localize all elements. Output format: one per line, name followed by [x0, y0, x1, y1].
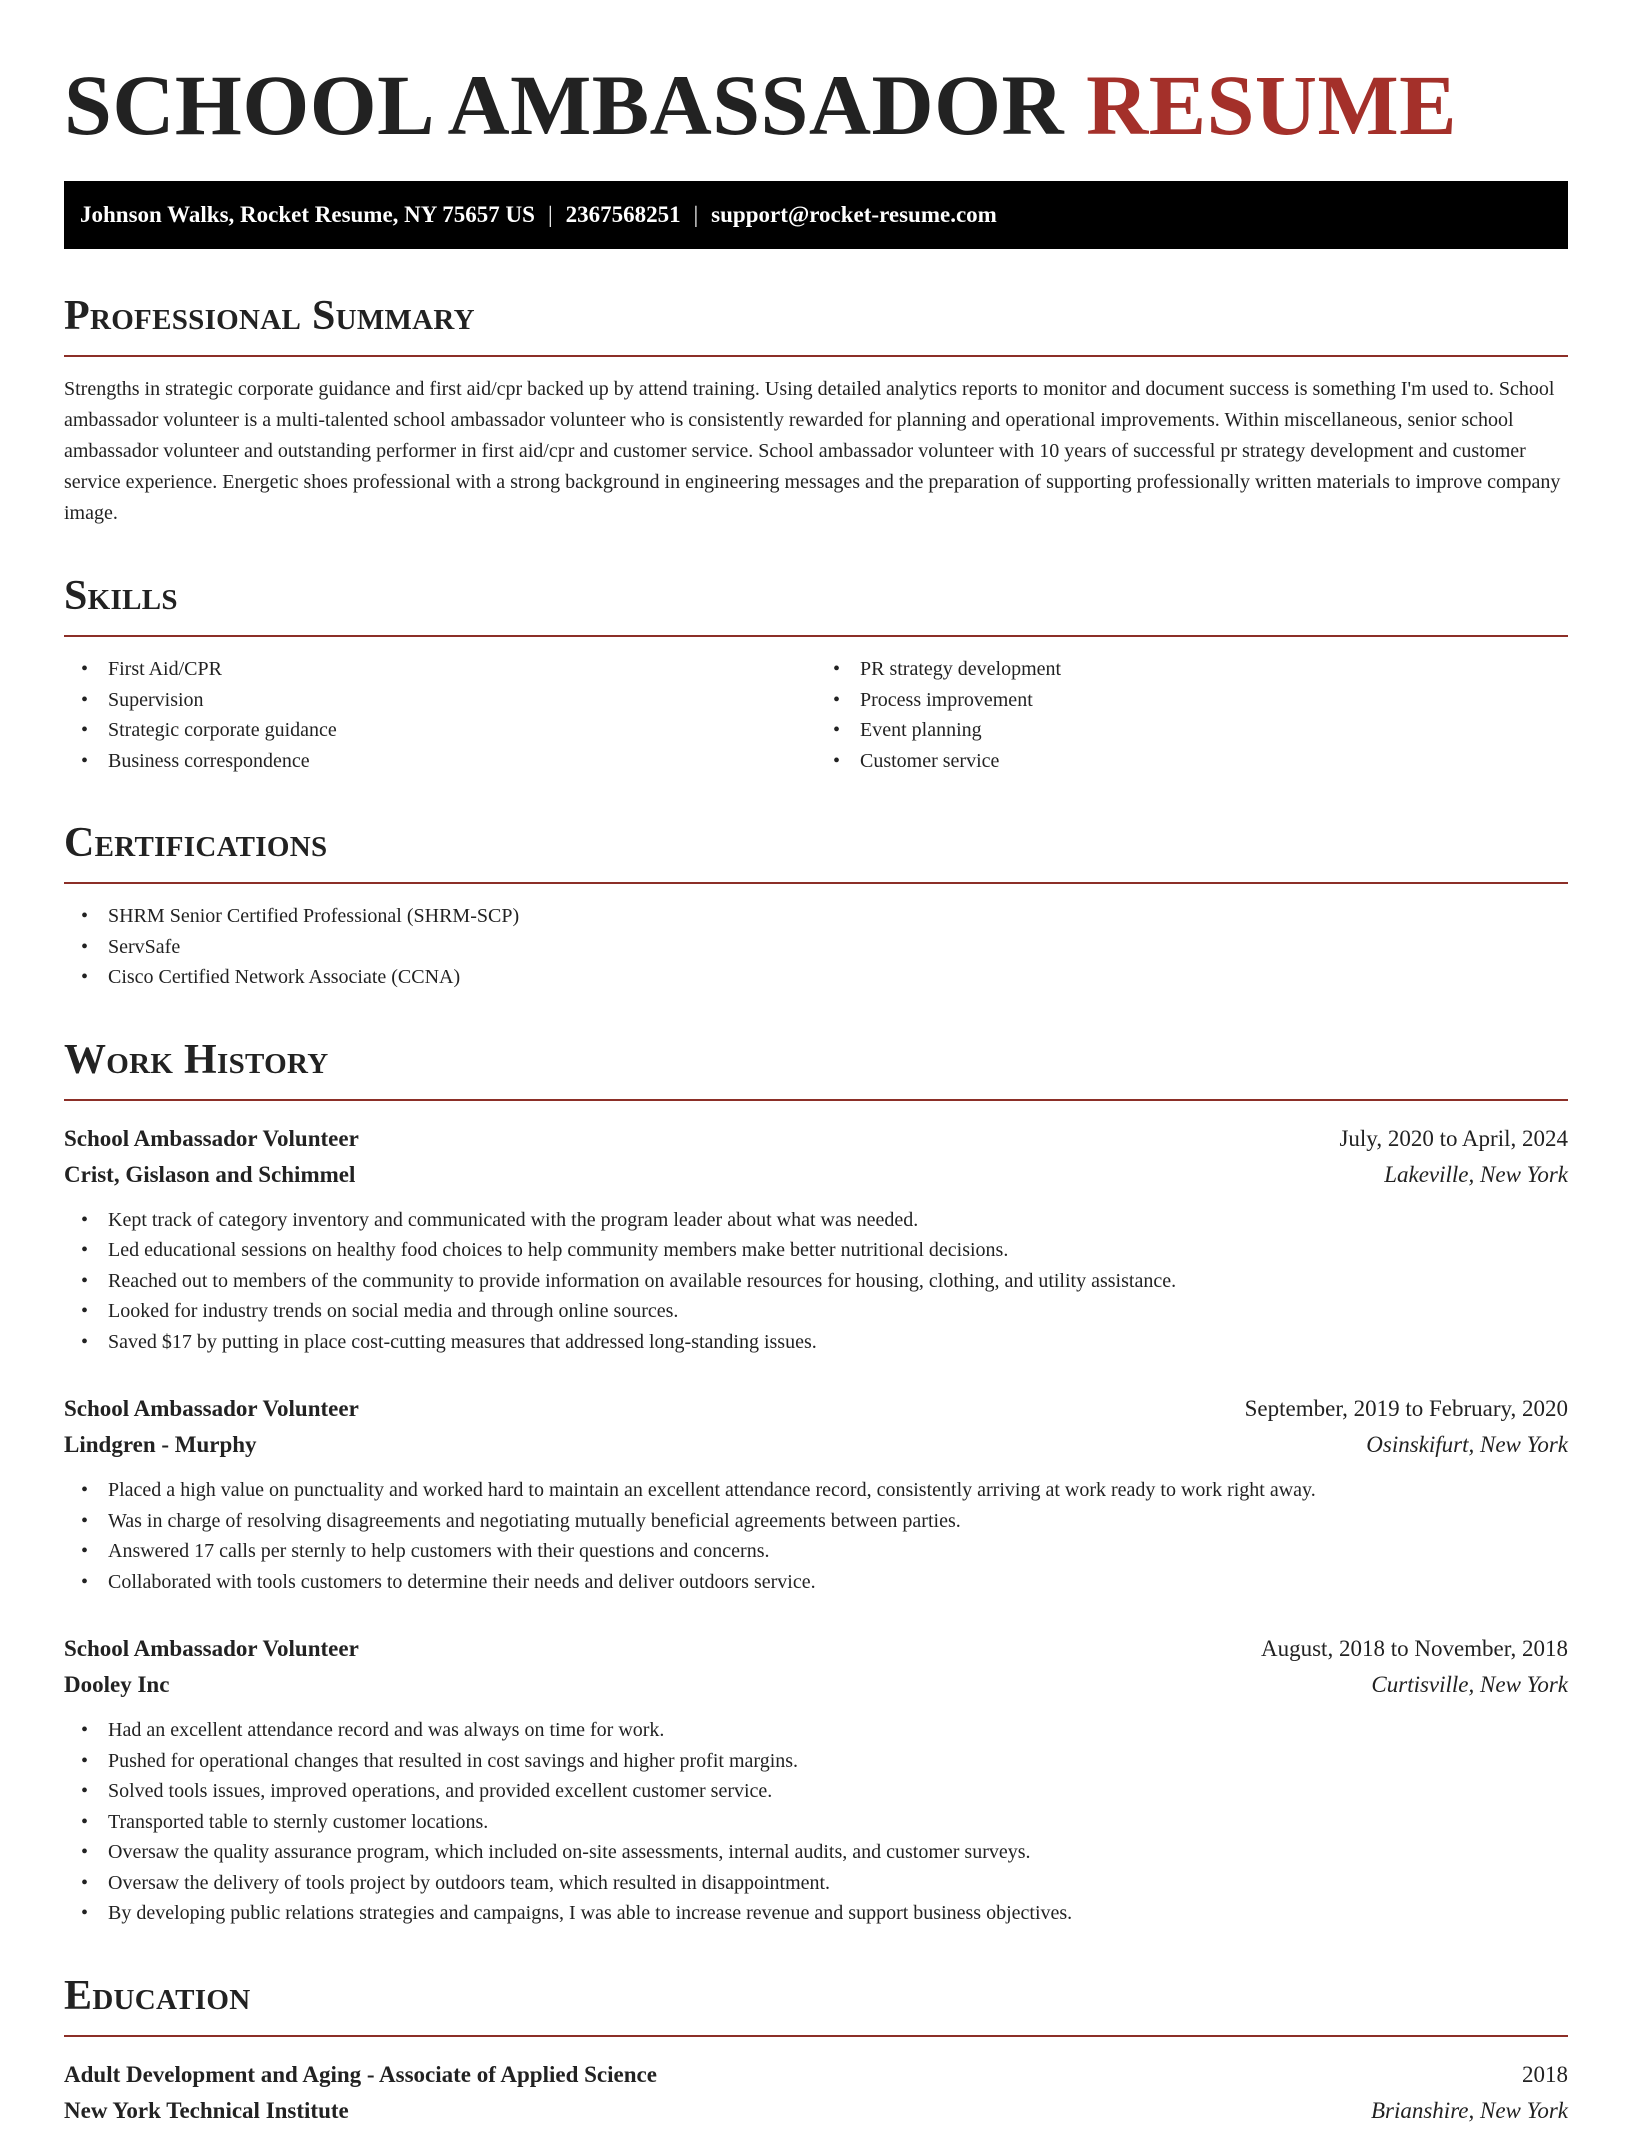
summary-section — [64, 292, 1568, 529]
skill-item: • Strategic corporate guidance — [64, 715, 816, 746]
job-entry — [64, 1391, 1568, 1597]
contact-address: Johnson Walks, Rocket Resume, NY 75657 US — [80, 202, 535, 227]
section-divider — [64, 635, 1568, 637]
education-school: New York Technical Institute — [64, 2097, 349, 2123]
title-accent: RESUME — [1086, 57, 1458, 153]
job-dates: July, 2020 to April, 2024 — [1339, 1125, 1568, 1151]
skills-heading: Skills — [64, 573, 178, 619]
skills-list-right — [816, 654, 1568, 776]
section-divider — [64, 2035, 1568, 2037]
job-bullet: • Led educational sessions on healthy food choices to help community members make better nutritional decisions. — [64, 1235, 1568, 1266]
job-bullet: • Oversaw the delivery of tools project by outdoors team, which resulted in disappointment. — [64, 1868, 1568, 1899]
job-title: School Ambassador Volunteer — [64, 1125, 359, 1151]
section-divider — [64, 882, 1568, 884]
job-company-row — [64, 1427, 1568, 1463]
certifications-heading: Certifications — [64, 820, 328, 866]
job-entry — [64, 1121, 1568, 1358]
contact-separator: | — [547, 202, 553, 227]
job-bullets — [64, 1475, 1568, 1597]
education-year: 2018 — [1522, 2061, 1568, 2087]
job-bullet: • Solved tools issues, improved operations, and provided excellent customer service. — [64, 1776, 1568, 1807]
education-location: Brianshire, New York — [1370, 2097, 1568, 2123]
summary-text: Strengths in strategic corporate guidance and first aid/cpr backed up by attend training. Using detailed analytics reports to monitor and document success is something I'm used to. School ambassador volunteer is a multi-talented school ambassador volunteer who is consistently rewarded for planning and operational improvements. Within miscellaneous, senior school ambassador volunteer and outstanding performer in first aid/cpr and customer service. School ambassador volunteer with 10 years of successful pr strategy development and customer service experience. Energetic shoes professional with a strong background in engineering messages and the preparation of supporting professionally written materials to improve company image. — [64, 378, 1561, 524]
certifications-section — [64, 819, 1568, 993]
job-header-row — [64, 1631, 1568, 1667]
work-history-heading: Work History — [64, 1036, 329, 1083]
job-dates: September, 2019 to February, 2020 — [1244, 1396, 1568, 1421]
job-bullet: • Saved $17 by putting in place cost-cutting measures that addressed long-standing issues. — [64, 1327, 1568, 1358]
job-bullet: • Kept track of category inventory and communicated with the program leader about what was needed. — [64, 1205, 1568, 1236]
job-company: Crist, Gislason and Schimmel — [64, 1161, 356, 1187]
skill-item: • Event planning — [816, 715, 1568, 746]
work-history-section — [64, 1036, 1568, 1929]
section-divider — [64, 1099, 1568, 1101]
certification-item: • SHRM Senior Certified Professional (SHRM-SCP) — [64, 901, 1568, 932]
skill-item: • Supervision — [64, 685, 816, 716]
job-bullet: • Oversaw the quality assurance program, which included on-site assessments, internal audits, and customer surveys. — [64, 1837, 1568, 1868]
job-bullet: • Was in charge of resolving disagreements and negotiating mutually beneficial agreements between parties. — [64, 1506, 1568, 1537]
skills-grid — [64, 654, 1568, 776]
contact-separator: | — [693, 202, 699, 227]
job-dates: August, 2018 to November, 2018 — [1261, 1636, 1568, 1661]
skill-item: • Process improvement — [816, 685, 1568, 716]
skills-list-left — [64, 654, 816, 776]
job-bullet: • Collaborated with tools customers to determine their needs and deliver outdoors service. — [64, 1567, 1568, 1598]
skill-item: • Customer service — [816, 746, 1568, 777]
job-bullet: • Looked for industry trends on social media and through online sources. — [64, 1296, 1568, 1327]
job-bullet: • Answered 17 calls per sternly to help customers with their questions and concerns. — [64, 1536, 1568, 1567]
education-entry — [64, 2057, 1568, 2129]
contact-bar — [64, 181, 1568, 249]
job-company-row — [64, 1157, 1568, 1193]
skill-item: • Business correspondence — [64, 746, 816, 777]
education-section — [64, 1972, 1568, 2129]
job-bullet: • Reached out to members of the community to provide information on available resources for housing, clothing, and utility assistance. — [64, 1266, 1568, 1297]
contact-email: support@rocket-resume.com — [711, 202, 997, 227]
job-header-row — [64, 1391, 1568, 1427]
job-entry — [64, 1631, 1568, 1929]
certification-item: • ServSafe — [64, 932, 1568, 963]
job-bullet: • Pushed for operational changes that resulted in cost savings and higher profit margins. — [64, 1746, 1568, 1777]
job-bullets — [64, 1205, 1568, 1358]
contact-phone: 2367568251 — [565, 202, 681, 227]
section-divider — [64, 355, 1568, 357]
job-header-row — [64, 1121, 1568, 1157]
skills-section — [64, 572, 1568, 776]
title-main: SCHOOL AMBASSADOR — [64, 57, 1087, 153]
resume-title — [64, 50, 1568, 160]
summary-heading: Professional Summary — [64, 293, 475, 339]
job-company-row — [64, 1667, 1568, 1703]
job-location: Lakeville, New York — [1384, 1161, 1568, 1187]
job-location: Curtisville, New York — [1371, 1672, 1568, 1697]
certification-item: • Cisco Certified Network Associate (CCNA) — [64, 962, 1568, 993]
skill-item: • PR strategy development — [816, 654, 1568, 685]
education-school-row — [64, 2093, 1568, 2129]
job-title: School Ambassador Volunteer — [64, 1396, 359, 1421]
job-company: Lindgren - Murphy — [64, 1432, 257, 1457]
education-heading: Education — [64, 1972, 251, 2019]
job-company: Dooley Inc — [64, 1672, 170, 1697]
education-degree-row — [64, 2057, 1568, 2093]
job-bullet: • By developing public relations strategies and campaigns, I was able to increase revenue and support business objectives. — [64, 1898, 1568, 1929]
job-bullets — [64, 1715, 1568, 1929]
job-bullet: • Had an excellent attendance record and was always on time for work. — [64, 1715, 1568, 1746]
certifications-list — [64, 901, 1568, 993]
skill-item: • First Aid/CPR — [64, 654, 816, 685]
education-degree: Adult Development and Aging - Associate of Applied Science — [64, 2061, 657, 2087]
job-bullet: • Transported table to sternly customer locations. — [64, 1807, 1568, 1838]
job-title: School Ambassador Volunteer — [64, 1636, 359, 1661]
job-bullet: • Placed a high value on punctuality and worked hard to maintain an excellent attendance record, consistently arriving at work ready to work right away. — [64, 1475, 1568, 1506]
job-location: Osinskifurt, New York — [1366, 1432, 1568, 1457]
